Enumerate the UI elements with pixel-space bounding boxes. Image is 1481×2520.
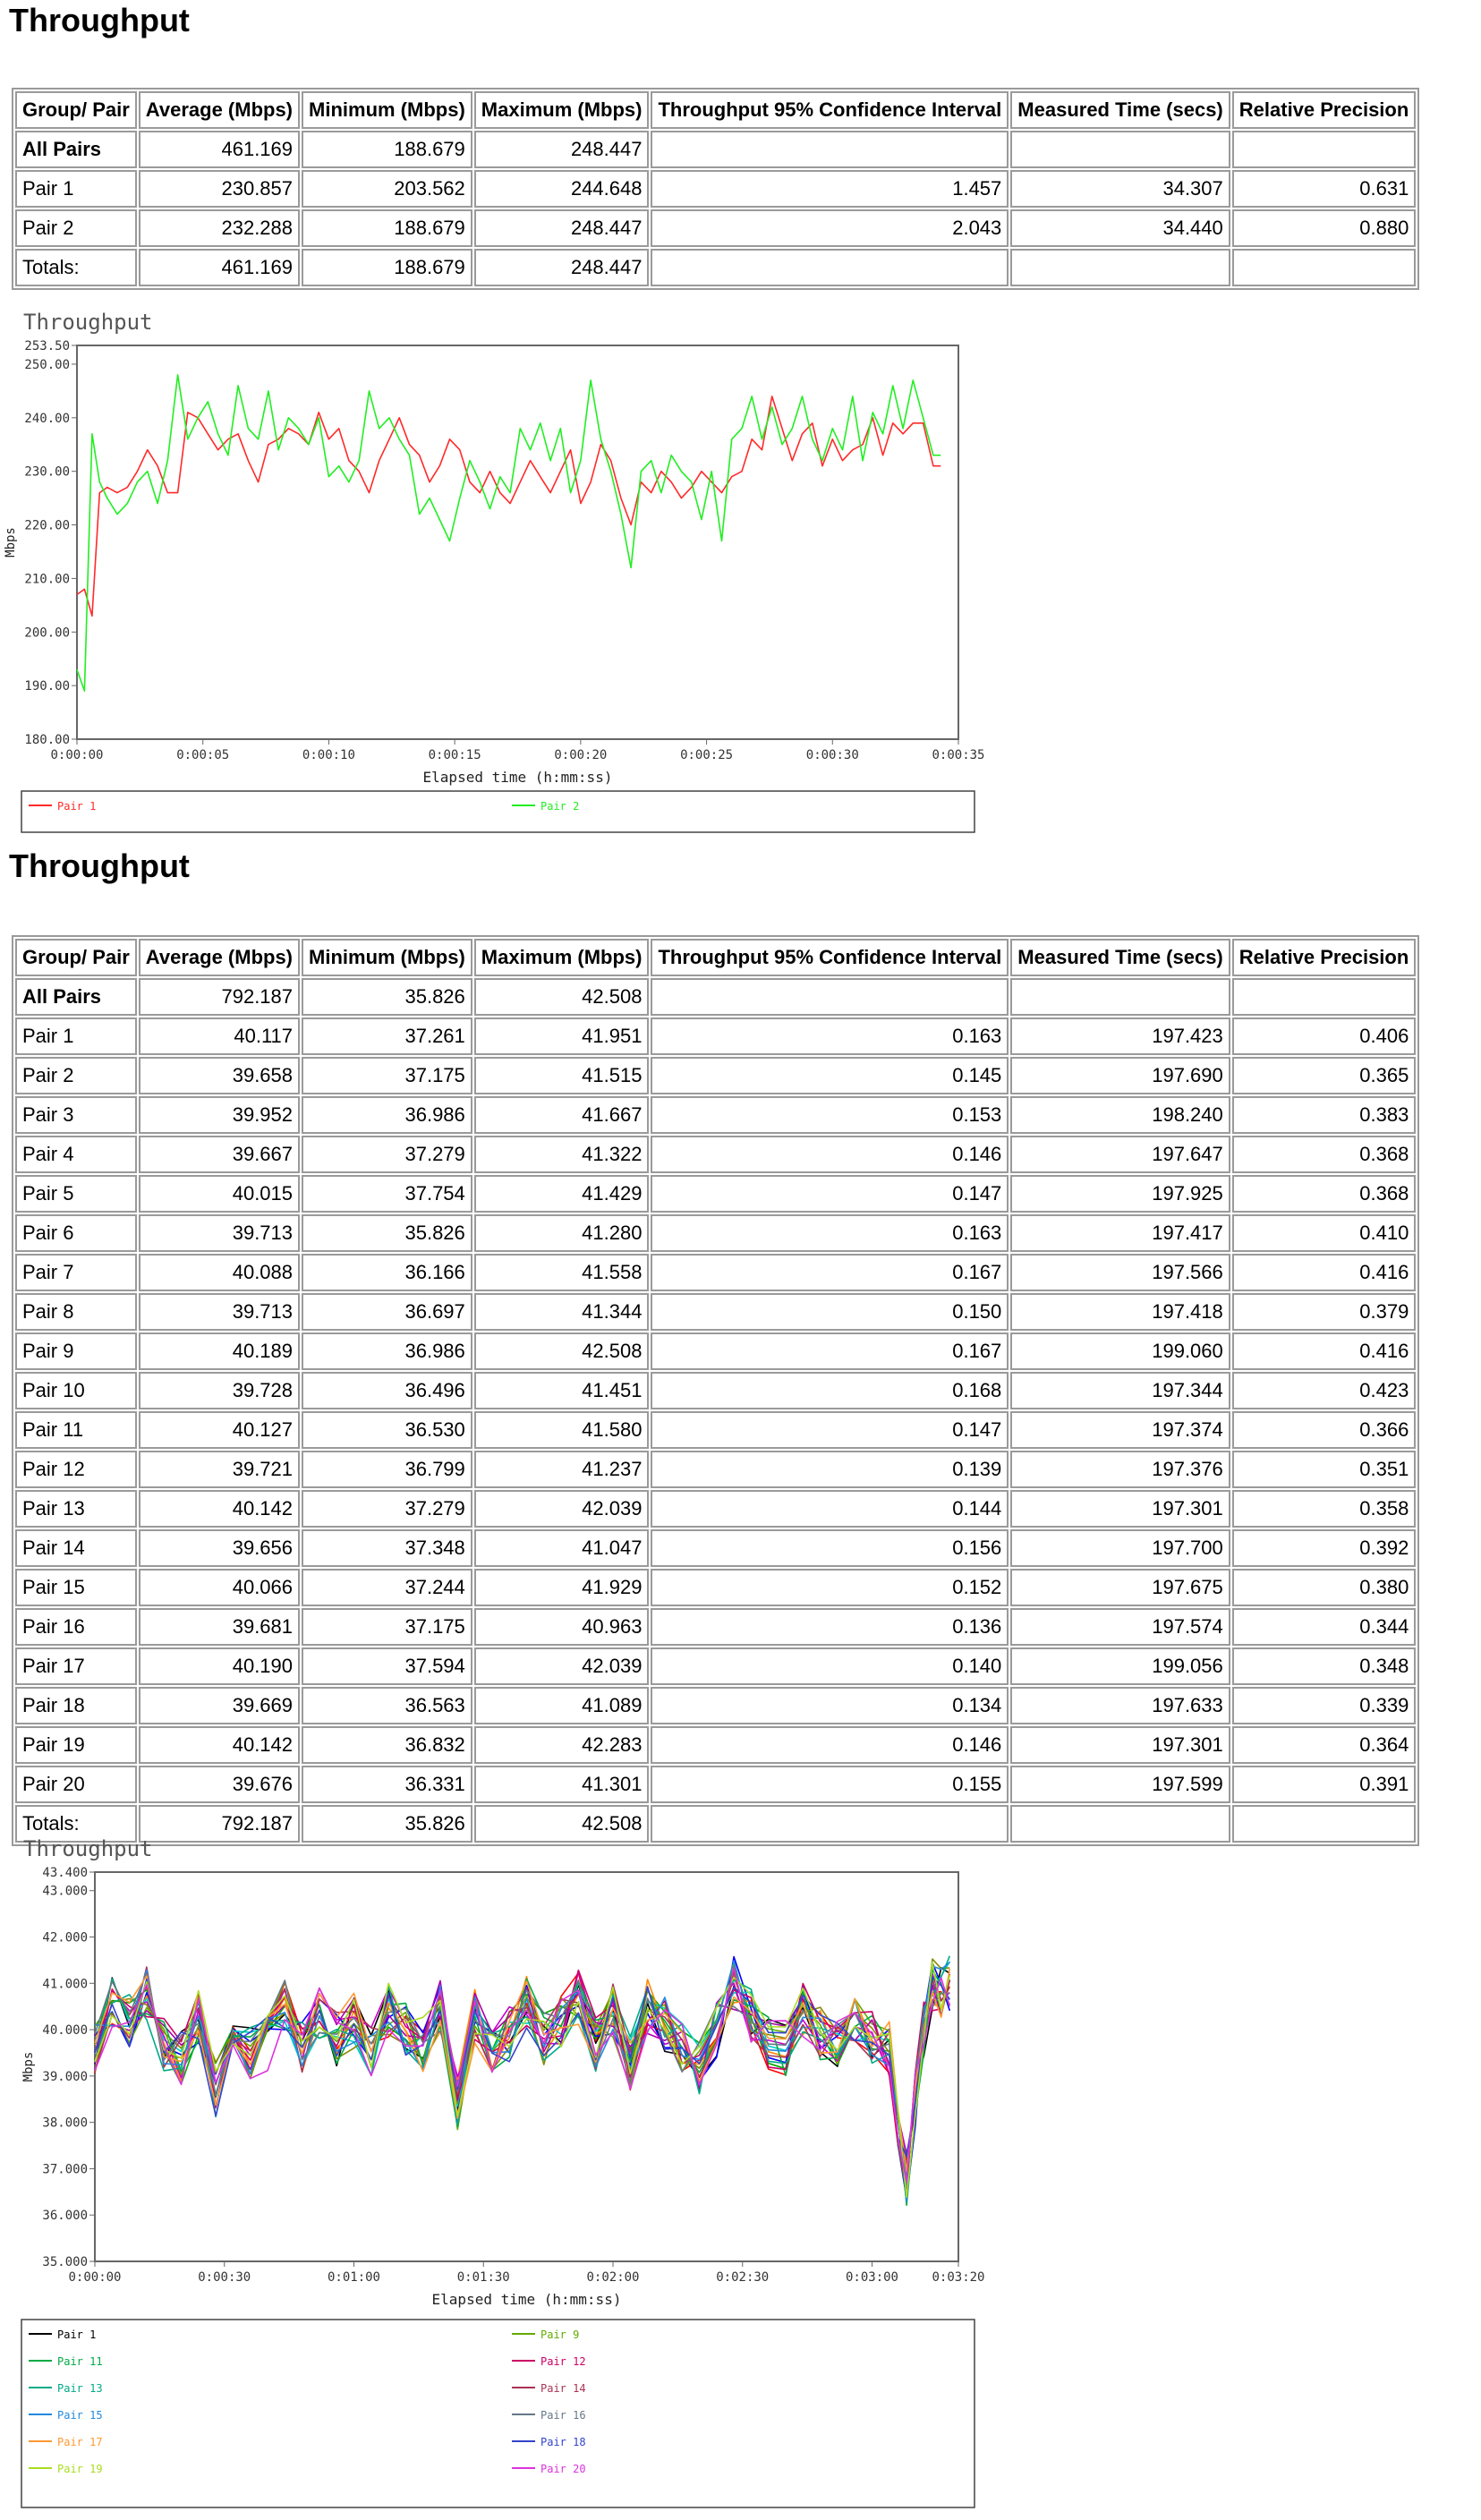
table-cell: 0.153 — [651, 1096, 1009, 1134]
column-header: Measured Time (secs) — [1010, 939, 1230, 976]
y-tick-label: 180.00 — [24, 733, 70, 747]
x-axis-label: Elapsed time (h:mm:ss) — [431, 2291, 622, 2308]
table-cell: 34.307 — [1010, 170, 1230, 208]
row-label: Pair 11 — [15, 1411, 137, 1449]
table-cell: 39.721 — [139, 1451, 300, 1488]
y-axis-label: Mbps — [4, 527, 18, 558]
table-cell: 0.344 — [1232, 1608, 1417, 1646]
table-cell: 39.713 — [139, 1214, 300, 1252]
row-label: Pair 7 — [15, 1254, 137, 1291]
table-cell: 36.496 — [302, 1372, 472, 1409]
table-cell: 0.139 — [651, 1451, 1009, 1488]
row-label: All Pairs — [15, 131, 137, 168]
y-tick-label: 42.000 — [42, 1930, 88, 1945]
table-cell: 41.429 — [474, 1175, 650, 1213]
table-cell: 0.364 — [1232, 1726, 1417, 1764]
row-label: Pair 2 — [15, 1057, 137, 1094]
table-cell: 0.145 — [651, 1057, 1009, 1094]
table-cell: 39.669 — [139, 1687, 300, 1724]
legend-label: Pair 15 — [57, 2409, 103, 2422]
throughput-table-1 — [12, 88, 1419, 290]
table-cell: 0.368 — [1232, 1175, 1417, 1213]
table-cell: 188.679 — [302, 209, 472, 247]
column-header: Relative Precision — [1232, 939, 1417, 976]
table-cell: 0.380 — [1232, 1569, 1417, 1606]
x-tick-label: 0:03:20 — [932, 2270, 985, 2285]
table-cell: 39.681 — [139, 1608, 300, 1646]
table-cell: 42.508 — [474, 978, 650, 1016]
table-cell: 188.679 — [302, 131, 472, 168]
table-cell — [1010, 249, 1230, 286]
table-cell: 197.423 — [1010, 1017, 1230, 1055]
table-cell: 0.163 — [651, 1017, 1009, 1055]
table-cell: 36.986 — [302, 1096, 472, 1134]
table-cell: 203.562 — [302, 170, 472, 208]
table-row — [15, 1687, 1416, 1724]
y-tick-label: 43.000 — [42, 1884, 88, 1899]
y-tick-label: 230.00 — [24, 464, 70, 480]
table-cell: 39.656 — [139, 1529, 300, 1567]
table-row — [15, 1490, 1416, 1528]
table-row — [15, 1332, 1416, 1370]
table-cell: 198.240 — [1010, 1096, 1230, 1134]
table-cell: 792.187 — [139, 978, 300, 1016]
legend-label: Pair 9 — [540, 2328, 580, 2341]
column-header: Throughput 95% Confidence Interval — [651, 91, 1009, 129]
table-row — [15, 1608, 1416, 1646]
table-cell: 40.117 — [139, 1017, 300, 1055]
table-cell: 41.089 — [474, 1687, 650, 1724]
column-header: Maximum (Mbps) — [474, 91, 650, 129]
table-cell: 40.142 — [139, 1726, 300, 1764]
x-tick-label: 0:00:25 — [680, 748, 734, 762]
table-cell: 0.150 — [651, 1293, 1009, 1331]
table-cell: 35.826 — [302, 1214, 472, 1252]
table-cell: 37.279 — [302, 1490, 472, 1528]
row-label: Pair 19 — [15, 1726, 137, 1764]
table-cell: 232.288 — [139, 209, 300, 247]
legend-label: Pair 13 — [57, 2382, 103, 2395]
column-header: Group/ Pair — [15, 91, 137, 129]
table-cell: 37.175 — [302, 1608, 472, 1646]
table-cell: 41.558 — [474, 1254, 650, 1291]
table-cell: 42.508 — [474, 1805, 650, 1843]
table-row — [15, 1569, 1416, 1606]
row-label: Pair 16 — [15, 1608, 137, 1646]
table-cell: 42.508 — [474, 1332, 650, 1370]
table-cell: 36.166 — [302, 1254, 472, 1291]
table-cell: 0.136 — [651, 1608, 1009, 1646]
table-cell: 230.857 — [139, 170, 300, 208]
chart-title: Throughput — [23, 1836, 153, 1861]
table-cell: 0.168 — [651, 1372, 1009, 1409]
row-label: Pair 15 — [15, 1569, 137, 1606]
y-tick-label: 210.00 — [24, 572, 70, 587]
table-cell: 0.147 — [651, 1411, 1009, 1449]
table-cell: 40.189 — [139, 1332, 300, 1370]
row-label: Pair 13 — [15, 1490, 137, 1528]
table-cell: 34.440 — [1010, 209, 1230, 247]
table-cell — [651, 131, 1009, 168]
table-cell: 197.925 — [1010, 1175, 1230, 1213]
table-row — [15, 1017, 1416, 1055]
column-header: Minimum (Mbps) — [302, 939, 472, 976]
table-cell: 197.376 — [1010, 1451, 1230, 1488]
table-cell: 0.365 — [1232, 1057, 1417, 1094]
table-cell: 197.344 — [1010, 1372, 1230, 1409]
y-tick-label: 240.00 — [24, 411, 70, 426]
table-cell: 188.679 — [302, 249, 472, 286]
table-cell: 792.187 — [139, 1805, 300, 1843]
legend-label: Pair 20 — [540, 2463, 586, 2475]
table-row — [15, 1254, 1416, 1291]
table-row — [15, 1766, 1416, 1803]
x-tick-label: 0:00:35 — [932, 748, 985, 762]
y-tick-label: 40.000 — [42, 2023, 88, 2039]
legend-box — [21, 791, 975, 832]
table-cell: 41.951 — [474, 1017, 650, 1055]
y-tick-label: 39.000 — [42, 2069, 88, 2084]
column-header: Minimum (Mbps) — [302, 91, 472, 129]
table-cell: 1.457 — [651, 170, 1009, 208]
section-1-title: Throughput — [9, 2, 190, 38]
y-tick-label: 38.000 — [42, 2116, 88, 2131]
y-tick-label: 36.000 — [42, 2209, 88, 2224]
x-tick-label: 0:00:20 — [554, 748, 608, 762]
table-row — [15, 170, 1416, 208]
table-cell: 41.344 — [474, 1293, 650, 1331]
row-label: Pair 12 — [15, 1451, 137, 1488]
throughput-chart-1 — [4, 310, 985, 842]
table-cell: 197.301 — [1010, 1490, 1230, 1528]
table-cell: 0.146 — [651, 1726, 1009, 1764]
table-cell — [1010, 1805, 1230, 1843]
table-cell: 197.633 — [1010, 1687, 1230, 1724]
table-row — [15, 131, 1416, 168]
table-cell: 40.127 — [139, 1411, 300, 1449]
table-cell: 41.280 — [474, 1214, 650, 1252]
table-cell: 36.530 — [302, 1411, 472, 1449]
x-axis-label: Elapsed time (h:mm:ss) — [422, 769, 613, 786]
legend-label: Pair 18 — [540, 2436, 586, 2448]
table-cell: 0.134 — [651, 1687, 1009, 1724]
table-cell: 0.348 — [1232, 1647, 1417, 1685]
x-tick-label: 0:02:30 — [716, 2270, 770, 2285]
table-cell: 41.237 — [474, 1451, 650, 1488]
table-cell: 199.060 — [1010, 1332, 1230, 1370]
table-cell: 41.580 — [474, 1411, 650, 1449]
x-tick-label: 0:00:15 — [428, 748, 481, 762]
row-label: All Pairs — [15, 978, 137, 1016]
table-cell: 41.929 — [474, 1569, 650, 1606]
table-row — [15, 1411, 1416, 1449]
throughput-chart-2 — [18, 1836, 984, 2516]
y-tick-label: 190.00 — [24, 679, 70, 694]
table-row — [15, 1214, 1416, 1252]
row-label: Pair 1 — [15, 170, 137, 208]
x-tick-label: 0:00:10 — [302, 748, 355, 762]
table-cell: 37.244 — [302, 1569, 472, 1606]
table-cell: 42.283 — [474, 1726, 650, 1764]
column-header: Group/ Pair — [15, 939, 137, 976]
table-cell: 244.648 — [474, 170, 650, 208]
table-cell: 40.963 — [474, 1608, 650, 1646]
table-row — [15, 1451, 1416, 1488]
table-cell: 35.826 — [302, 978, 472, 1016]
table-cell: 0.392 — [1232, 1529, 1417, 1567]
table-cell: 0.147 — [651, 1175, 1009, 1213]
table-cell: 197.647 — [1010, 1136, 1230, 1173]
table-cell: 37.754 — [302, 1175, 472, 1213]
table-cell: 197.418 — [1010, 1293, 1230, 1331]
table-cell: 39.952 — [139, 1096, 300, 1134]
table-cell: 0.379 — [1232, 1293, 1417, 1331]
column-header: Maximum (Mbps) — [474, 939, 650, 976]
table-cell: 0.156 — [651, 1529, 1009, 1567]
chart-title: Throughput — [23, 310, 153, 335]
x-tick-label: 0:00:30 — [805, 748, 859, 762]
x-tick-label: 0:00:05 — [176, 748, 230, 762]
table-cell: 0.351 — [1232, 1451, 1417, 1488]
table-cell: 42.039 — [474, 1647, 650, 1685]
table-cell: 41.047 — [474, 1529, 650, 1567]
table-cell: 40.015 — [139, 1175, 300, 1213]
table-cell — [1232, 1805, 1417, 1843]
table-row — [15, 1529, 1416, 1567]
table-cell: 0.383 — [1232, 1096, 1417, 1134]
x-tick-label: 0:00:00 — [50, 748, 104, 762]
table-row — [15, 249, 1416, 286]
table-cell: 0.423 — [1232, 1372, 1417, 1409]
legend-label: Pair 1 — [57, 2328, 97, 2341]
table-cell: 40.066 — [139, 1569, 300, 1606]
x-tick-label: 0:01:00 — [327, 2270, 381, 2285]
throughput-chart-2-svg — [18, 1836, 984, 2512]
row-label: Pair 20 — [15, 1766, 137, 1803]
column-header: Measured Time (secs) — [1010, 91, 1230, 129]
throughput-chart-1-svg — [4, 310, 985, 838]
legend-label: Pair 16 — [540, 2409, 586, 2422]
table-cell — [1232, 978, 1417, 1016]
row-label: Pair 3 — [15, 1096, 137, 1134]
legend-label: Pair 2 — [540, 800, 580, 813]
table-cell: 0.368 — [1232, 1136, 1417, 1173]
row-label: Pair 1 — [15, 1017, 137, 1055]
y-tick-label: 253.50 — [24, 339, 70, 353]
legend-label: Pair 11 — [57, 2355, 103, 2368]
table-row — [15, 1136, 1416, 1173]
x-tick-label: 0:03:00 — [845, 2270, 899, 2285]
table-cell — [1232, 131, 1417, 168]
y-tick-label: 200.00 — [24, 626, 70, 641]
y-tick-label: 35.000 — [42, 2255, 88, 2269]
table-cell: 0.339 — [1232, 1687, 1417, 1724]
table-cell: 37.594 — [302, 1647, 472, 1685]
table-cell: 41.451 — [474, 1372, 650, 1409]
table-row — [15, 1726, 1416, 1764]
table-cell: 0.410 — [1232, 1214, 1417, 1252]
table-cell: 40.088 — [139, 1254, 300, 1291]
x-tick-label: 0:00:30 — [198, 2270, 251, 2285]
table-cell — [1232, 249, 1417, 286]
table-cell: 0.416 — [1232, 1332, 1417, 1370]
table-cell: 36.799 — [302, 1451, 472, 1488]
table-cell: 39.713 — [139, 1293, 300, 1331]
table-cell: 37.175 — [302, 1057, 472, 1094]
table-row — [15, 978, 1416, 1016]
legend-label: Pair 19 — [57, 2463, 103, 2475]
table-cell: 36.986 — [302, 1332, 472, 1370]
table-cell: 0.163 — [651, 1214, 1009, 1252]
column-header: Relative Precision — [1232, 91, 1417, 129]
y-tick-label: 220.00 — [24, 518, 70, 533]
row-label: Pair 2 — [15, 209, 137, 247]
table-cell: 40.190 — [139, 1647, 300, 1685]
table-cell: 0.155 — [651, 1766, 1009, 1803]
table-cell: 248.447 — [474, 249, 650, 286]
table-cell: 197.374 — [1010, 1411, 1230, 1449]
table-cell — [1010, 131, 1230, 168]
table-cell — [1010, 978, 1230, 1016]
table-cell: 197.574 — [1010, 1608, 1230, 1646]
table-cell: 40.142 — [139, 1490, 300, 1528]
row-label: Pair 6 — [15, 1214, 137, 1252]
row-label: Pair 8 — [15, 1293, 137, 1331]
table-cell: 199.056 — [1010, 1647, 1230, 1685]
y-tick-label: 41.000 — [42, 1977, 88, 1992]
row-label: Pair 17 — [15, 1647, 137, 1685]
row-label: Pair 5 — [15, 1175, 137, 1213]
x-tick-label: 0:00:00 — [68, 2270, 122, 2285]
column-header: Average (Mbps) — [139, 939, 300, 976]
table-row — [15, 1175, 1416, 1213]
table-cell: 41.322 — [474, 1136, 650, 1173]
table-cell: 36.331 — [302, 1766, 472, 1803]
legend-box — [21, 2320, 975, 2507]
y-tick-label: 37.000 — [42, 2162, 88, 2177]
table-row — [15, 1293, 1416, 1331]
table-cell: 36.832 — [302, 1726, 472, 1764]
table-cell: 39.728 — [139, 1372, 300, 1409]
x-tick-label: 0:01:30 — [456, 2270, 510, 2285]
table-cell: 42.039 — [474, 1490, 650, 1528]
table-cell: 39.676 — [139, 1766, 300, 1803]
table-cell: 0.167 — [651, 1254, 1009, 1291]
table-cell: 248.447 — [474, 209, 650, 247]
table-row — [15, 1372, 1416, 1409]
throughput-table-2 — [12, 935, 1419, 1846]
table-cell: 0.416 — [1232, 1254, 1417, 1291]
table-cell: 41.667 — [474, 1096, 650, 1134]
table-cell: 197.301 — [1010, 1726, 1230, 1764]
table-row — [15, 1096, 1416, 1134]
column-header: Average (Mbps) — [139, 91, 300, 129]
table-cell: 197.417 — [1010, 1214, 1230, 1252]
table-row — [15, 209, 1416, 247]
table-cell: 36.563 — [302, 1687, 472, 1724]
table-cell: 37.279 — [302, 1136, 472, 1173]
row-label: Pair 10 — [15, 1372, 137, 1409]
table-cell: 0.144 — [651, 1490, 1009, 1528]
legend-label: Pair 14 — [540, 2382, 586, 2395]
table-cell: 0.140 — [651, 1647, 1009, 1685]
y-tick-label: 250.00 — [24, 357, 70, 372]
table-row — [15, 1057, 1416, 1094]
table-cell: 0.358 — [1232, 1490, 1417, 1528]
table-cell: 0.146 — [651, 1136, 1009, 1173]
table-cell: 0.152 — [651, 1569, 1009, 1606]
row-label: Pair 14 — [15, 1529, 137, 1567]
table-cell: 197.700 — [1010, 1529, 1230, 1567]
section-2-title: Throughput — [9, 847, 190, 884]
table-cell: 248.447 — [474, 131, 650, 168]
row-label: Totals: — [15, 1805, 137, 1843]
table-cell — [651, 249, 1009, 286]
table-cell: 0.391 — [1232, 1766, 1417, 1803]
legend-label: Pair 17 — [57, 2436, 103, 2448]
row-label: Pair 18 — [15, 1687, 137, 1724]
row-label: Pair 9 — [15, 1332, 137, 1370]
table-header-row — [15, 939, 1416, 976]
legend-label: Pair 12 — [540, 2355, 586, 2368]
table-cell: 197.690 — [1010, 1057, 1230, 1094]
row-label: Totals: — [15, 249, 137, 286]
x-tick-label: 0:02:00 — [586, 2270, 640, 2285]
table-cell: 0.880 — [1232, 209, 1417, 247]
y-axis-label: Mbps — [21, 2051, 36, 2082]
table-cell: 461.169 — [139, 249, 300, 286]
table-cell: 461.169 — [139, 131, 300, 168]
table-cell: 41.515 — [474, 1057, 650, 1094]
table-cell: 36.697 — [302, 1293, 472, 1331]
table-row — [15, 1647, 1416, 1685]
table-cell — [651, 978, 1009, 1016]
table-cell: 37.348 — [302, 1529, 472, 1567]
table-cell: 39.658 — [139, 1057, 300, 1094]
legend-label: Pair 1 — [57, 800, 97, 813]
table-cell: 37.261 — [302, 1017, 472, 1055]
table-cell: 197.566 — [1010, 1254, 1230, 1291]
table-cell: 0.167 — [651, 1332, 1009, 1370]
table-cell: 0.406 — [1232, 1017, 1417, 1055]
table-cell: 0.631 — [1232, 170, 1417, 208]
table-cell: 39.667 — [139, 1136, 300, 1173]
table-cell: 41.301 — [474, 1766, 650, 1803]
table-cell: 35.826 — [302, 1805, 472, 1843]
table-cell: 197.599 — [1010, 1766, 1230, 1803]
y-tick-label: 43.400 — [42, 1866, 88, 1880]
table-cell: 0.366 — [1232, 1411, 1417, 1449]
table-cell: 197.675 — [1010, 1569, 1230, 1606]
row-label: Pair 4 — [15, 1136, 137, 1173]
table-cell: 2.043 — [651, 209, 1009, 247]
column-header: Throughput 95% Confidence Interval — [651, 939, 1009, 976]
table-header-row — [15, 91, 1416, 129]
